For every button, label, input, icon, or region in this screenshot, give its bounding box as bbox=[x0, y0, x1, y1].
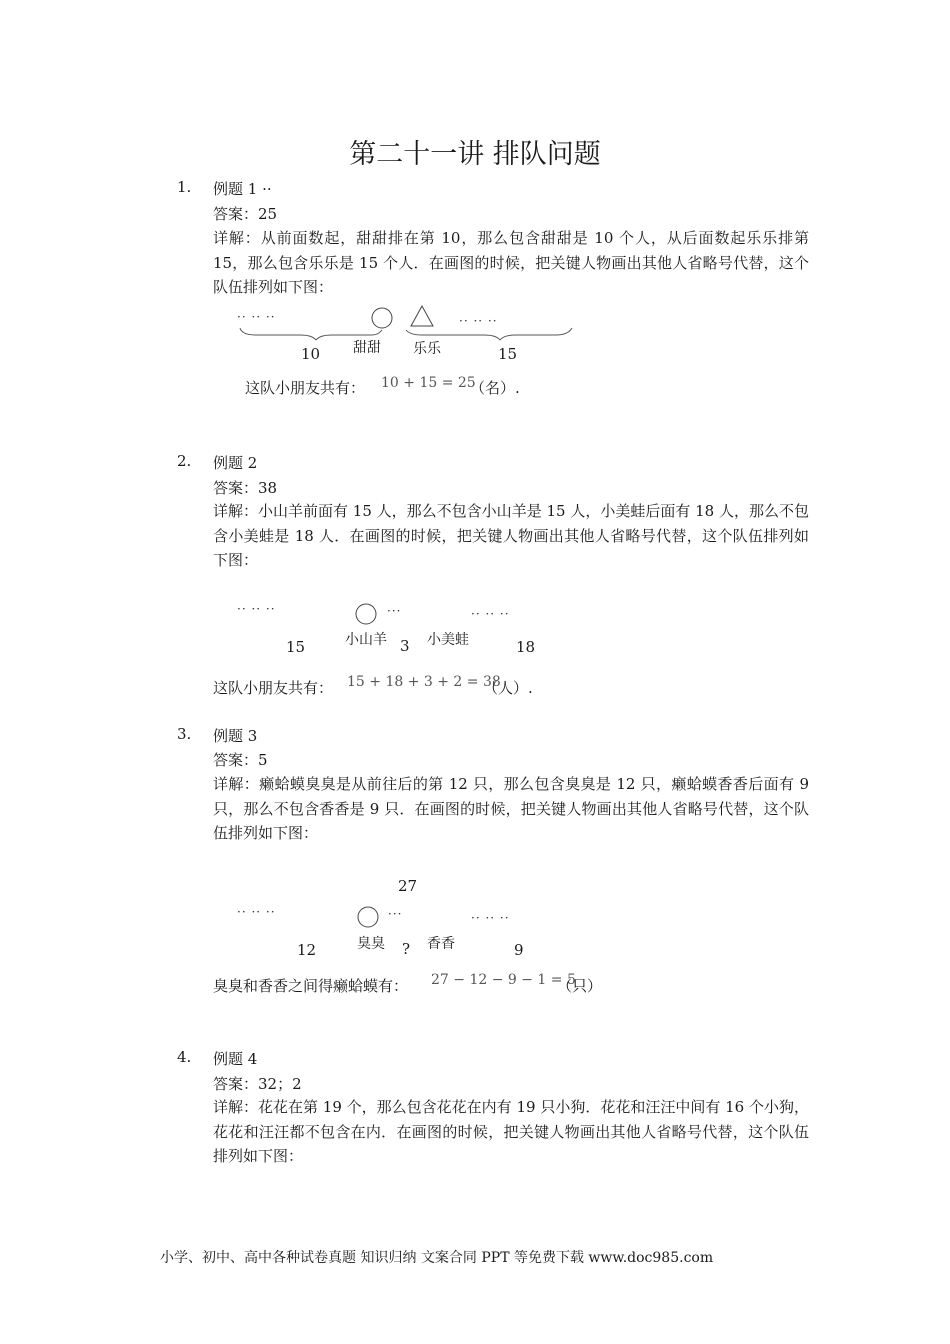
section-2-number: 2. bbox=[177, 452, 192, 470]
s2-result-label: 这队小朋友共有： bbox=[213, 679, 334, 697]
s1-count-left: 10 bbox=[301, 345, 321, 363]
s2-name-a: 小山羊 bbox=[345, 632, 387, 648]
section-2-heading: 例题 2 bbox=[213, 454, 258, 472]
s2-count-right: 18 bbox=[516, 638, 536, 656]
section-4-number: 4. bbox=[177, 1048, 192, 1066]
s3-dots-right: ·· ·· ·· bbox=[471, 911, 510, 925]
s3-name-b: 香香 bbox=[427, 936, 455, 952]
s2-count-mid: 3 bbox=[400, 637, 410, 655]
footer-text: 小学、初中、高中各种试卷真题 知识归纳 文案合同 PPT 等免费下载 www.doc985.com bbox=[160, 1250, 714, 1266]
s1-result-equation: 10 + 15 = 25 bbox=[381, 375, 476, 391]
s3-dots-mid: ··· bbox=[388, 907, 403, 921]
s3-result-unit: （只） bbox=[557, 977, 603, 995]
section-1-number: 1. bbox=[177, 178, 192, 196]
s3-name-a: 臭臭 bbox=[357, 936, 385, 952]
s3-result-equation: 27 − 12 − 9 − 1 = 5 bbox=[431, 972, 576, 988]
s2-count-left: 15 bbox=[286, 638, 306, 656]
section-4-detail: 详解：花花在第 19 个，那么包含花花在内有 19 只小狗．花花和汪汪中间有 16 个小狗，花花和汪汪都不包含在内．在画图的时候，把关键人物画出其他人省略号代替，这个队伍排列如下图： bbox=[213, 1098, 809, 1165]
s1-result-unit: （名）. bbox=[470, 379, 520, 397]
s3-count-right: 9 bbox=[514, 941, 524, 959]
section-1-heading: 例题 1 ·· bbox=[213, 180, 272, 198]
s1-dots-right: ·· ·· ·· bbox=[459, 314, 498, 328]
s3-result-label: 臭臭和香香之间得癞蛤蟆有： bbox=[213, 977, 409, 995]
section-1-answer: 答案：25 bbox=[213, 205, 278, 223]
section-2-detail: 详解：小山羊前面有 15 人，那么不包含小山羊是 15 人，小美蛙后面有 18 人，那么不包含小美蛙是 18 人．在画图的时候，把关键人物画出其他人省略号代替，这个队伍排列如下图： bbox=[213, 502, 809, 569]
section-4-heading: 例题 4 bbox=[213, 1050, 258, 1068]
s3-total: 27 bbox=[398, 877, 418, 895]
s3-circle-icon bbox=[357, 906, 381, 930]
section-3-number: 3. bbox=[177, 725, 192, 743]
s3-count-mid: ? bbox=[402, 940, 411, 958]
page-title: 第二十一讲 排队问题 bbox=[349, 139, 601, 170]
s2-circle-icon bbox=[355, 603, 379, 627]
s2-name-b: 小美蛙 bbox=[427, 632, 469, 648]
section-3-detail: 详解：癞蛤蟆臭臭是从前往后的第 12 只，那么包含臭臭是 12 只，癞蛤蟆香香后面有 9 只，那么不包含香香是 9 只．在画图的时候，把关键人物画出其他人省略号代替，这个队伍排列如下图： bbox=[213, 775, 809, 842]
s2-dots-mid: ··· bbox=[387, 604, 402, 618]
section-3-heading: 例题 3 bbox=[213, 727, 258, 745]
s2-result-unit: （人）. bbox=[483, 679, 533, 697]
s2-result-equation: 15 + 18 + 3 + 2 = 38 bbox=[347, 674, 501, 690]
s3-count-left: 12 bbox=[297, 941, 317, 959]
s1-name-a: 甜甜 bbox=[353, 340, 381, 356]
section-3-answer: 答案：5 bbox=[213, 751, 268, 769]
s1-name-b: 乐乐 bbox=[413, 341, 441, 357]
section-4-answer: 答案：32；2 bbox=[213, 1075, 302, 1093]
s1-brace-graphic bbox=[238, 326, 574, 342]
s1-dots-left: ·· ·· ·· bbox=[237, 310, 276, 324]
s2-dots-left: ·· ·· ·· bbox=[237, 602, 276, 616]
s3-dots-left: ·· ·· ·· bbox=[237, 905, 276, 919]
s1-result-label: 这队小朋友共有： bbox=[245, 379, 366, 397]
section-2-answer: 答案：38 bbox=[213, 479, 278, 497]
s2-dots-right: ·· ·· ·· bbox=[471, 607, 510, 621]
s1-count-right: 15 bbox=[498, 345, 518, 363]
section-1-detail: 详解：从前面数起，甜甜排在第 10，那么包含甜甜是 10 个人，从后面数起乐乐排第 15，那么包含乐乐是 15 个人．在画图的时候，把关键人物画出其他人省略号代替，这个队伍排列如下图： bbox=[213, 229, 809, 296]
